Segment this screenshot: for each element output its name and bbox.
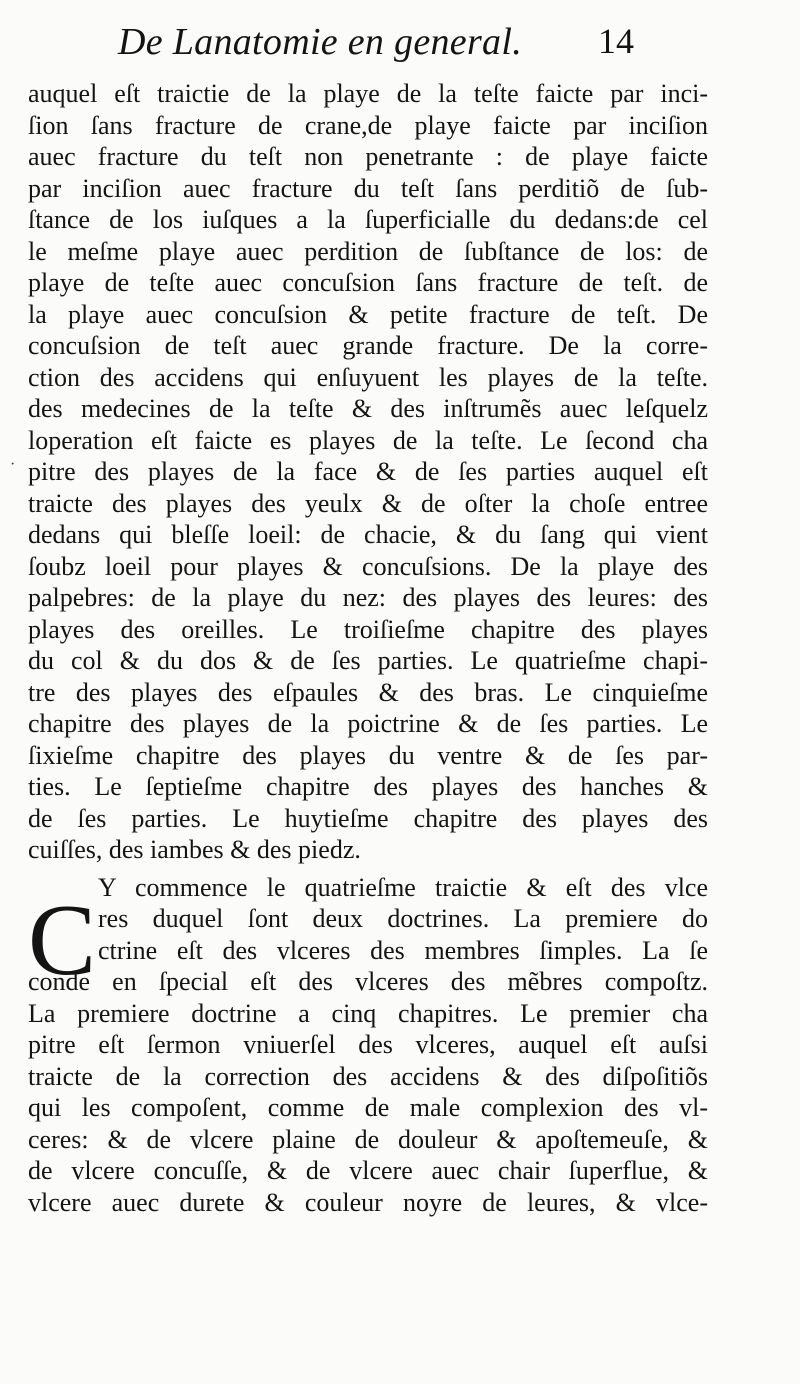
paragraph-table-of-contents: [28, 78, 708, 866]
text-line: ſtance de los iuſques a la ſuperficialle du dedans:de cel: [28, 205, 708, 234]
page-number: 14: [598, 21, 634, 61]
text-line: loperation eſt faicte es playes de la teſte. Le ſecond cha: [28, 425, 708, 455]
text-line: cuiſſes, des iambes & des piedz.: [28, 835, 361, 864]
text-line: ſion ſans fracture de crane,de playe faicte par inciſion: [28, 110, 708, 140]
running-title: De Lanatomie en general.: [118, 21, 523, 63]
text-line: qui les compoſent, comme de male complexion des vl-: [28, 1093, 708, 1122]
text-line: playe de teſte auec concuſsion ſans fracture de teſt. de: [28, 268, 708, 297]
text-line: tre des playes des eſpaules & des bras. Le cinquieſme: [28, 677, 708, 707]
text-line: de ſes parties. Le huytieſme chapitre des playes des: [28, 803, 708, 833]
text-line: ſoubz loeil pour playes & concuſsions. De la playe des: [28, 551, 708, 581]
text-line: playes des oreilles. Le troiſieſme chapitre des playes: [28, 614, 708, 644]
text-line: traicte de la correction des accidens & des diſpoſitiõs: [28, 1061, 708, 1091]
text-line: pitre eſt ſermon vniuerſel des vlceres, auquel eſt auſsi: [28, 1030, 708, 1059]
text-line: vlcere auec durete & couleur noyre de leures, & vlce-: [28, 1187, 708, 1217]
text-line: ctrine eſt des vlceres des membres ſimples. La ſe: [98, 935, 708, 965]
text-line: par inciſion auec fracture du teſt ſans perditiõ de ſub-: [28, 173, 708, 203]
drop-cap-initial: C: [28, 884, 97, 997]
margin-dot: ·: [10, 456, 16, 473]
text-line: auec fracture du teſt non penetrante : de playe faicte: [28, 142, 708, 171]
running-head: [0, 14, 800, 66]
text-line: des medecines de la teſte & des inſtrumẽs auec leſquelz: [28, 394, 708, 423]
text-line: palpebres: de la playe du nez: des playes des leures: des: [28, 583, 708, 612]
text-line: Y commence le quatrieſme traictie & eſt des vlce: [98, 872, 708, 902]
text-line: la playe auec concuſsion & petite fracture de teſt. De: [28, 299, 708, 329]
paragraph-fourth-treatise: [28, 872, 708, 1219]
text-line: auquel eſt traictie de la playe de la teſte faicte par inci-: [28, 79, 708, 108]
text-line: le meſme playe auec perdition de ſubſtance de los: de: [28, 236, 708, 266]
text-line: concuſsion de teſt auec grande fracture. De la corre-: [28, 331, 708, 360]
text-line: du col & du dos & de ſes parties. Le quatrieſme chapi-: [28, 646, 708, 675]
text-line: traicte des playes des yeulx & de oſter la choſe entree: [28, 488, 708, 518]
text-line: ction des accidens qui enſuyuent les playes de la teſte.: [28, 362, 708, 392]
text-line: conde en ſpecial eſt des vlceres des mẽbres compoſtz.: [28, 967, 708, 996]
text-line: res duquel ſont deux doctrines. La premiere do: [98, 904, 708, 933]
text-line: ceres: & de vlcere plaine de douleur & apoſtemeuſe, &: [28, 1124, 708, 1154]
text-line: La premiere doctrine a cinq chapitres. Le premier cha: [28, 998, 708, 1028]
text-line: de vlcere concuſſe, & de vlcere auec chair ſuperflue, &: [28, 1156, 708, 1185]
text-line: pitre des playes de la face & de ſes parties auquel eſt: [28, 457, 708, 486]
text-line: dedans qui bleſſe loeil: de chacie, & du ſang qui vient: [28, 520, 708, 549]
text-line: ties. Le ſeptieſme chapitre des playes des hanches &: [28, 772, 708, 801]
body-text: [28, 78, 708, 1218]
text-line: ſixieſme chapitre des playes du ventre & de ſes par-: [28, 740, 708, 770]
text-line: chapitre des playes de la poictrine & de ſes parties. Le: [28, 709, 708, 738]
